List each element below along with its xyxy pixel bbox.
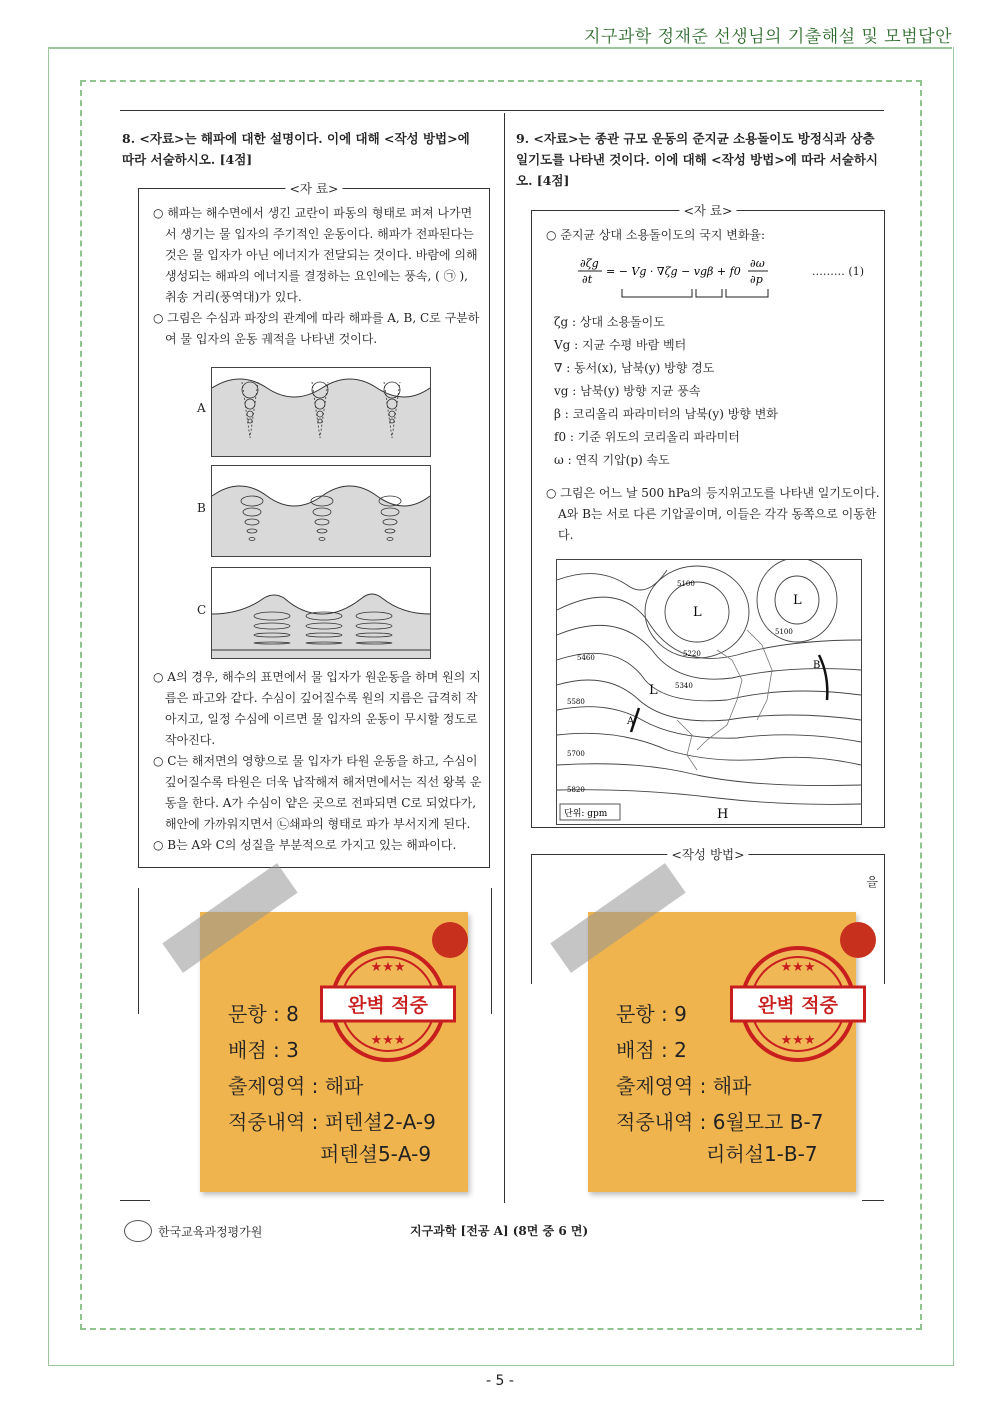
hit-note-q8 [200,912,468,1192]
q8-paragraph-4: ○ C는 해저면의 영향으로 물 입자가 타원 운동을 하고, 수심이 깊어질수록 타원은 더욱 납작해져 해저면에서는 직선 왕복 운동을 한다. A가 수심이 얕은 곳으로 전파되면 C로 되었다가, 해안에 가까워지면서 ㉡쇄파의 형태로 파가 부서지게 된다. [153,754,482,831]
svg-text:= − Vg · ∇ζg − vgβ + f0: = − Vg · ∇ζg − vgβ + f0 [606,265,741,278]
note8-item: 문항 : 8 [228,1002,299,1026]
q8-box-title: <자 료> [285,179,342,197]
vorticity-equation [572,253,832,305]
note9-hit: 적중내역 : 6월모고 B-7 [616,1110,824,1134]
equation-svg [572,253,832,305]
stamp-q9 [740,946,856,1062]
weather-map [556,559,862,825]
stamp9-stars-bottom: ★★★ [780,1033,816,1048]
intermediate-wave-svg [212,466,430,556]
footer-rule-left [120,1200,150,1201]
kice-logo-icon [124,1220,152,1242]
stamp8-text: 완벽 적중 [320,986,456,1023]
trough-b-label: B [813,660,821,671]
footer-logo [124,1220,262,1242]
q9-paragraph-2: ○ 그림은 어느 날 500 hPa의 등지위고도를 나타낸 일기도이다. A와 B는 서로 다른 기압골이며, 이들은 각각 동쪽으로 이동한다. [546,486,880,542]
svg-text:∂ω: ∂ω [750,257,765,270]
contour-5220: 5220 [683,650,701,658]
def-zeta: ζg : 상대 소용돌이도 [554,315,665,329]
contour-5700: 5700 [567,750,585,758]
stamp8-stars-bottom: ★★★ [370,1033,406,1048]
page-number: - 5 - [486,1373,514,1389]
map-unit: 단위: gpm [564,809,608,819]
note8-hit: 적중내역 : 퍼텐셜2-A-9 [228,1110,436,1134]
def-beta: β : 코리올리 파라미터의 남북(y) 방향 변화 [554,407,778,421]
wave-figure-b [211,465,431,557]
map-low-2: L [793,593,802,608]
note8-area: 출제영역 : 해파 [228,1074,364,1098]
shallow-water-wave-svg [212,568,430,658]
contour-5580: 5580 [567,698,585,706]
top-rule [120,110,884,111]
def-v: vg : 남북(y) 방향 지균 풍속 [554,384,701,398]
q8-paragraph-2: ○ 그림은 수심과 파장의 관계에 따라 해파를 A, B, C로 구분하여 물 입자의 운동 궤적을 나타낸 것이다. [153,311,480,346]
page-header-title: 지구과학 정재준 선생님의 기출해설 및 모범답안 [584,27,952,47]
map-low-1: L [693,605,702,620]
stamp-q8 [330,946,446,1062]
footer-logo-text: 한국교육과정평가원 [158,1224,263,1239]
map-low-3: L [649,683,658,698]
q9-method-title: <작성 방법> [667,845,748,863]
stamp8-stars-top: ★★★ [370,960,406,975]
q9-paragraph-1: ○ 준지균 상대 소용돌이도의 국지 변화율: [546,228,766,242]
contour-5100b: 5100 [775,628,793,636]
q8-paragraph-1: ○ 해파는 해수면에서 생긴 교란이 파동의 형태로 퍼져 나가면서 생기는 물 입자의 주기적인 운동이다. 해파가 전파된다는 것은 물 입자가 아닌 에너지가 전달되는 것이다. 바람에 의해 생성되는 해파의 에너지를 결정하는 요인에는 풍속, ( ㉠ ), 취송 거리(풍역대)가 있다. [153,206,478,304]
trough-a-label: A [627,716,635,727]
def-vg: Vg : 지균 수평 바람 벡터 [554,338,687,352]
q8-stem: 8. <자료>는 해파에 대한 설명이다. 이에 대해 <작성 방법>에 따라 서술하시오. [4점] [122,131,470,167]
q9-box-title: <자 료> [679,201,736,219]
contour-5820: 5820 [567,786,585,794]
wave-label-a: A [197,401,206,415]
stamp9-stars-top: ★★★ [780,960,816,975]
def-omega: ω : 연직 기압(p) 속도 [554,453,670,467]
contour-5100a: 5100 [677,580,695,588]
footer-page-info: 지구과학 [전공 A] (8면 중 6 면) [410,1224,589,1238]
note8-hit-2: 퍼텐셜5-A-9 [320,1142,432,1166]
q8-paragraph-3: ○ A의 경우, 해수의 표면에서 물 입자가 원운동을 하며 원의 지름은 파고와 같다. 수심이 깊어질수록 원의 지름은 급격히 작아지고, 일정 수심에 이르면 물 입자의 운동이 무시할 정도로 작아진다. [153,670,481,747]
q8-paragraph-5: ○ B는 A와 C의 성질을 부분적으로 가지고 있는 해파이다. [153,838,457,852]
deep-water-wave-svg [212,368,430,456]
def-f0: f0 : 기준 위도의 코리올리 파라미터 [554,430,740,444]
wave-figure-a [211,367,431,457]
note9-area: 출제영역 : 해파 [616,1074,752,1098]
wave-label-c: C [197,603,207,617]
note9-score: 배점 : 2 [616,1038,687,1062]
column-divider [504,113,505,1203]
q8-data-box [138,181,490,868]
q9-data-box [531,203,885,828]
wave-label-b: B [197,501,206,515]
wave-figure-c [211,567,431,659]
stamp-hand-q9 [840,922,876,958]
geopotential-map-svg [557,560,861,824]
contour-5460: 5460 [577,654,595,662]
def-nabla: ∇ : 동서(x), 남북(y) 방향 경도 [554,361,715,375]
svg-text:∂p: ∂p [750,273,763,286]
note8-score: 배점 : 3 [228,1038,299,1062]
note9-hit-2: 리허설1-B-7 [706,1142,818,1166]
footer-rule-right [862,1200,884,1201]
svg-text:∂t: ∂t [582,273,593,286]
q9-stem: 9. <자료>는 종관 규모 운동의 준지균 소용돌이도 방정식과 상층 일기도를 나타낸 것이다. 이에 대해 <작성 방법>에 따라 서술하시오. [4점] [516,131,878,188]
note9-item: 문항 : 9 [616,1002,687,1026]
equation-number: ……… (1) [811,265,864,278]
method-text-fragment: 을 [866,875,878,889]
svg-text:∂ζg: ∂ζg [580,257,599,270]
contour-5340: 5340 [675,682,693,690]
map-high: H [717,807,729,822]
stamp-hand-q8 [432,922,468,958]
stamp9-text: 완벽 적중 [730,986,866,1023]
